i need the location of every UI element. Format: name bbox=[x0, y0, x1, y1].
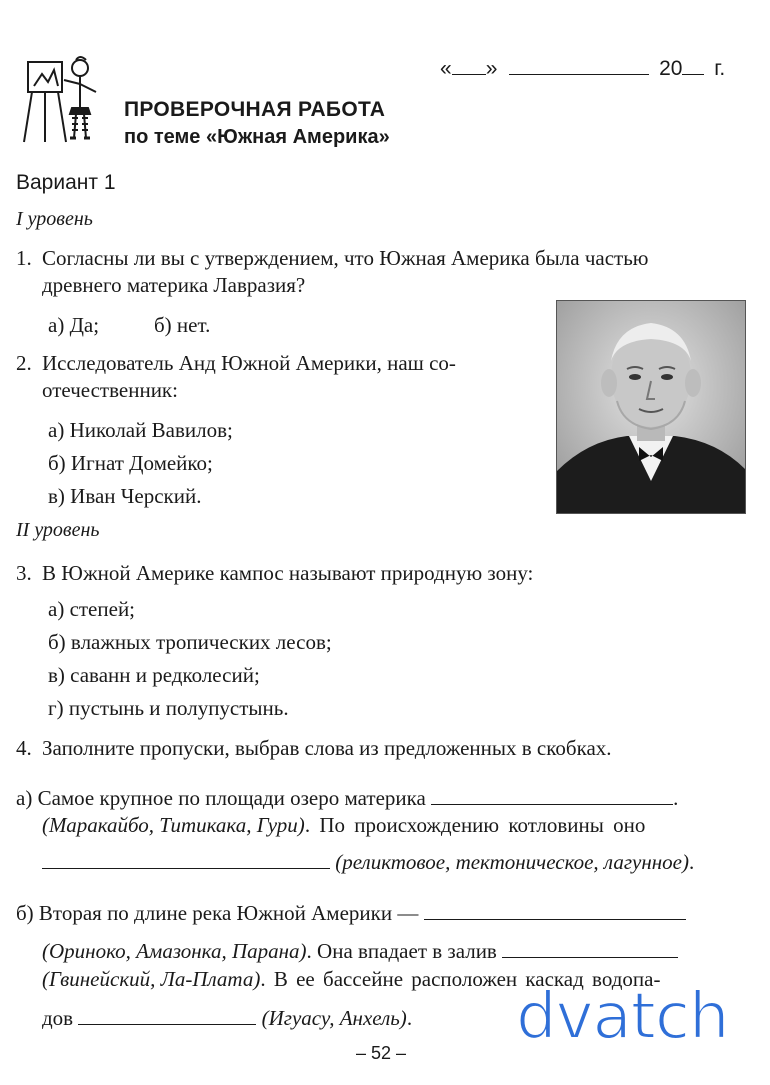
question-4b-line2 bbox=[42, 938, 678, 964]
date-quote-close: » bbox=[485, 57, 498, 80]
question-4a-blank-1 bbox=[431, 786, 673, 805]
question-1-text-line1: Согласны ли вы с утверждением, что Южная Америка была частью bbox=[42, 246, 649, 270]
question-4b-options-river: (Ориноко, Амазонка, Парана) bbox=[42, 939, 307, 963]
question-4b-options-gulf: (Гвинейский, Ла-Плата) bbox=[42, 967, 261, 991]
question-3-option-b: б) влажных тропических лесов; bbox=[48, 630, 332, 654]
artist-easel-logo bbox=[18, 52, 106, 144]
level-2-heading: II уровень bbox=[16, 519, 100, 541]
question-4b-options-waterfall: (Игуасу, Анхель) bbox=[261, 1006, 407, 1030]
date-field bbox=[440, 56, 725, 81]
question-4b-line4 bbox=[42, 1005, 412, 1031]
question-4b-waterfall-text: . В ее бассейне расположен каскад водопа- bbox=[260, 967, 661, 991]
date-year: 20 bbox=[659, 57, 683, 80]
question-1-text-line2: древнего материка Лавразия? bbox=[42, 273, 306, 297]
question-4a-options-lake: (Маракайбо, Титикака, Гури) bbox=[42, 813, 305, 837]
question-3-option-a: а) степей; bbox=[48, 597, 136, 621]
page-subtitle: по теме «Южная Америка» bbox=[124, 126, 390, 148]
question-1-number: 1. bbox=[16, 246, 32, 270]
question-4a-line2 bbox=[42, 812, 747, 838]
question-4b-end: . bbox=[406, 1006, 413, 1030]
question-1-option-b: б) нет. bbox=[154, 313, 211, 337]
date-month-blank bbox=[509, 56, 649, 75]
page-title: ПРОВЕРОЧНАЯ РАБОТА bbox=[124, 98, 386, 121]
question-4a-line1 bbox=[16, 785, 746, 811]
question-3-number: 3. bbox=[16, 561, 32, 585]
question-4b-blank-2 bbox=[502, 939, 678, 958]
question-2-option-a: а) Николай Вавилов; bbox=[48, 418, 233, 442]
question-4b-gulf-text: . Она впадает в залив bbox=[306, 939, 497, 963]
question-4a-blank-2 bbox=[42, 850, 330, 869]
variant-label: Вариант 1 bbox=[16, 171, 116, 194]
question-4b-blank-3 bbox=[78, 1006, 256, 1025]
question-4b-line1 bbox=[16, 900, 686, 926]
question-2-text-line1: Исследователь Анд Южной Америки, наш со- bbox=[42, 351, 456, 375]
question-4a-text: а) Самое крупное по площади озеро материка bbox=[16, 786, 426, 810]
portrait-photo bbox=[556, 300, 746, 514]
date-quote-open: « bbox=[440, 57, 452, 80]
question-4a-end: . bbox=[689, 850, 695, 874]
question-4b-text: б) Вторая по длине река Южной Америки — bbox=[16, 901, 419, 925]
question-4a-period: . bbox=[673, 786, 679, 810]
date-day-blank bbox=[452, 56, 486, 75]
question-4-text: Заполните пропуски, выбрав слова из предложенных в скобках. bbox=[42, 736, 612, 760]
question-2-option-c: в) Иван Черский. bbox=[48, 484, 202, 508]
question-2-option-b: б) Игнат Домейко; bbox=[48, 451, 213, 475]
date-suffix: г. bbox=[714, 57, 726, 80]
question-1-option-a: а) Да; bbox=[48, 313, 100, 337]
question-2-text-line2: отечественник: bbox=[42, 378, 178, 402]
question-2-number: 2. bbox=[16, 351, 32, 375]
question-4a-line3 bbox=[42, 849, 694, 875]
question-4b-blank-1 bbox=[424, 901, 686, 920]
question-3-text: В Южной Америке кампос называют природную зону: bbox=[42, 561, 534, 585]
level-1-heading: I уровень bbox=[16, 208, 93, 230]
portrait-illustration bbox=[557, 301, 745, 513]
question-4a-options-origin: (реликтовое, тектоническое, лагунное) bbox=[335, 850, 689, 874]
page-number: – 52 – bbox=[356, 1043, 407, 1063]
watermark-logo: dvatch bbox=[516, 980, 729, 1054]
date-year-blank bbox=[682, 56, 704, 75]
question-3-option-d: г) пустынь и полупустынь. bbox=[48, 696, 289, 720]
question-4b-word-dov: дов bbox=[42, 1006, 74, 1030]
question-3-option-c: в) саванн и редколесий; bbox=[48, 663, 260, 687]
question-4-number: 4. bbox=[16, 736, 32, 760]
question-4a-origin-text: . По происхождению котловины оно bbox=[304, 813, 646, 837]
